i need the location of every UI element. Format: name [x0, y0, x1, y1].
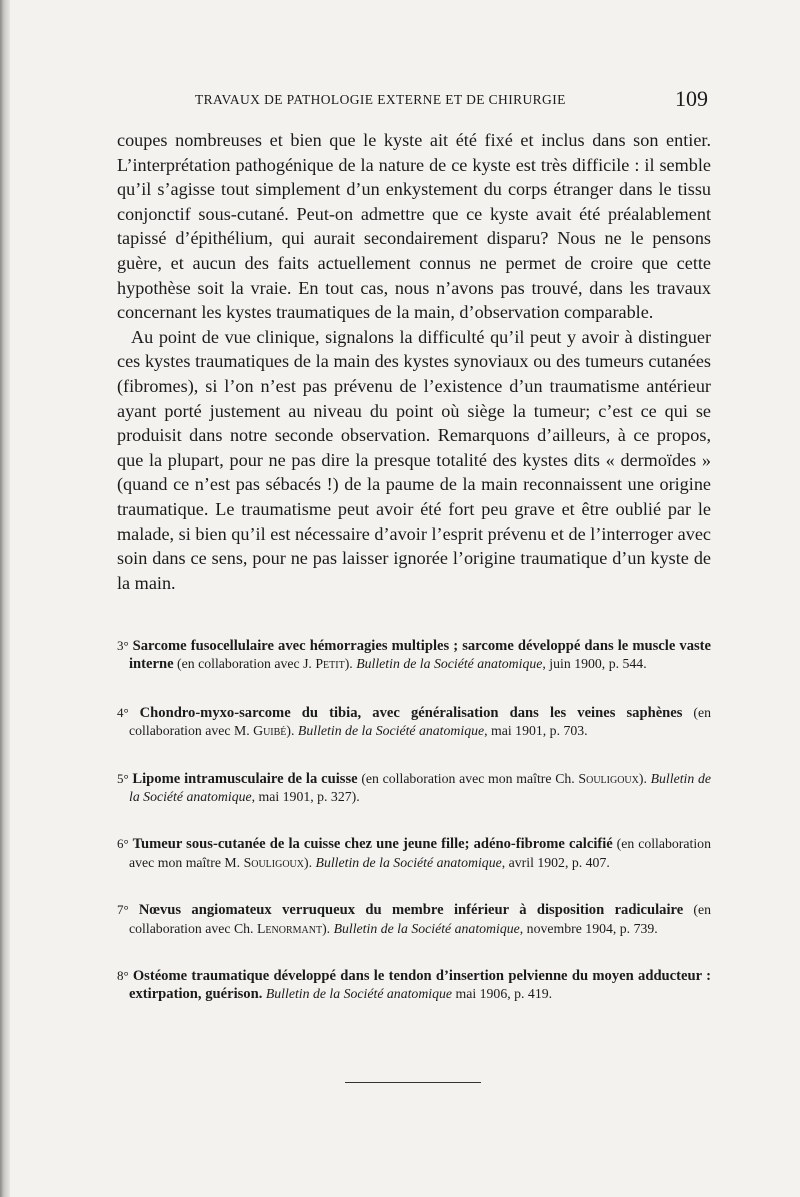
reference-author: Souligoux: [243, 854, 305, 870]
reference-item: [117, 637, 711, 674]
paragraph: coupes nombreuses et bien que le kyste ait été fixé et inclus dans son entier. L’interprétation pathogénique de la nature de ce kyste est très difficile : il semble qu’il s’agisse tout simplement d’un enkystement du corps étranger dans le tissu conjonctif sous-cutané. Peut-on admettre que ce kyste avait été préalablement tapissé d’épithélium, qui aurait secondairement disparu? Nous ne le pensons guère, et aucun des faits actuellement connus ne permet de croire que cette hypothèse soit la vraie. En tout cas, nous n’avons pas trouvé, dans les travaux concernant les kystes traumatiques de la main, d’observation comparable.: [117, 130, 711, 323]
reference-journal: Bulletin de la Société anatomique: [315, 854, 502, 870]
reference-item: [117, 967, 711, 1004]
reference-item: [117, 770, 711, 806]
reference-author: Petit: [315, 656, 345, 672]
reference-journal: Bulletin de la Société anatomique: [297, 723, 485, 739]
reference-number: 4°: [117, 704, 129, 720]
reference-title: Ostéome traumatique développé dans le tendon d’insertion pelvienne du moyen adducteur : extirpation, guérison.: [129, 968, 711, 1003]
reference-item: [117, 835, 711, 871]
reference-collab-end: ).: [344, 656, 357, 672]
reference-journal: Bulletin de la Société anatomique: [356, 656, 543, 672]
reference-collab: (en collaboration avec M.: [129, 704, 711, 739]
reference-collab-end: ).: [304, 854, 316, 870]
reference-collab: (en collaboration avec Ch.: [129, 902, 712, 936]
reference-date: , avril 1902, p. 407.: [501, 854, 610, 870]
reference-number: 8°: [117, 968, 129, 984]
reference-number: 3°: [117, 638, 129, 653]
reference-item: [117, 901, 711, 937]
reference-journal: Bulletin de la Société anatomique: [129, 770, 711, 805]
reference-title: Sarcome fusocellulaire avec hémorragies multiples ; sarcome développé dans le muscle vaste interne: [129, 638, 712, 673]
reference-list: [117, 637, 711, 1034]
reference-number: 7°: [117, 902, 129, 918]
reference-collab-end: ).: [638, 770, 651, 786]
reference-item: [117, 704, 711, 740]
reference-journal: Bulletin de la Société anatomique: [333, 920, 520, 936]
reference-date: , juin 1900, p. 544.: [542, 656, 647, 672]
reference-author: Lenormant: [256, 920, 323, 936]
reference-title: Chondro-myxo-sarcome du tibia, avec généralisation dans les veines saphènes: [139, 704, 683, 721]
reference-date: mai 1906, p. 419.: [452, 986, 553, 1002]
reference-date: , mai 1901, p. 703.: [484, 723, 588, 739]
reference-journal: Bulletin de la Société anatomique: [265, 986, 453, 1002]
reference-title: Tumeur sous-cutanée de la cuisse chez une jeune fille; adéno-fibrome calcifié: [132, 836, 613, 853]
reference-author: Guibé: [253, 723, 287, 739]
page-number: 109: [675, 86, 708, 111]
book-binding-edge: [0, 0, 10, 1197]
reference-date: , mai 1901, p. 327).: [251, 789, 360, 805]
reference-collab-end: ).: [286, 723, 298, 739]
reference-collab-end: ).: [322, 920, 334, 936]
reference-date: , novembre 1904, p. 739.: [519, 920, 658, 936]
reference-title: Lipome intramusculaire de la cuisse: [132, 770, 358, 787]
reference-collab: (en collaboration avec mon maître M.: [129, 836, 711, 870]
running-head: TRAVAUX DE PATHOLOGIE EXTERNE ET DE CHIRURGIE: [195, 92, 566, 107]
reference-collab: (en collaboration avec mon maître Ch.: [357, 770, 579, 786]
reference-title: Nœvus angiomateux verruqueux du membre inférieur à disposition radiculaire: [138, 902, 684, 919]
reference-author: Souligoux: [578, 770, 639, 786]
paragraph: Au point de vue clinique, signalons la difficulté qu’il peut y avoir à distinguer ces kystes traumatiques de la main des kystes synoviaux ou des tumeurs cutanées (fibromes), si l’on n’est pas prévenu de l’existence d’un traumatisme antérieur ayant porté justement au niveau du point où siège la tumeur; c’est ce qui se produisit dans notre seconde observation. Remarquons d’ailleurs, à ce propos, que la plupart, pour ne pas dire la presque totalité des kystes dits « dermoïdes » (quand ce n’est pas sébacés !) de la paume de la main reconnaissent une origine traumatique. Le traumatisme peut avoir été fort peu grave et être oublié par le malade, si bien qu’il est nécessaire d’avoir l’esprit prévenu et de l’interroger avec soin dans ce sens, pour ne pas laisser ignorée l’origine traumatique d’un kyste de la main.: [117, 326, 711, 593]
end-rule: [345, 1082, 481, 1083]
reference-number: 6°: [117, 836, 129, 852]
reference-collab: (en collaboration avec J.: [173, 656, 316, 672]
body-text: [117, 128, 711, 595]
reference-number: 5°: [117, 770, 129, 786]
